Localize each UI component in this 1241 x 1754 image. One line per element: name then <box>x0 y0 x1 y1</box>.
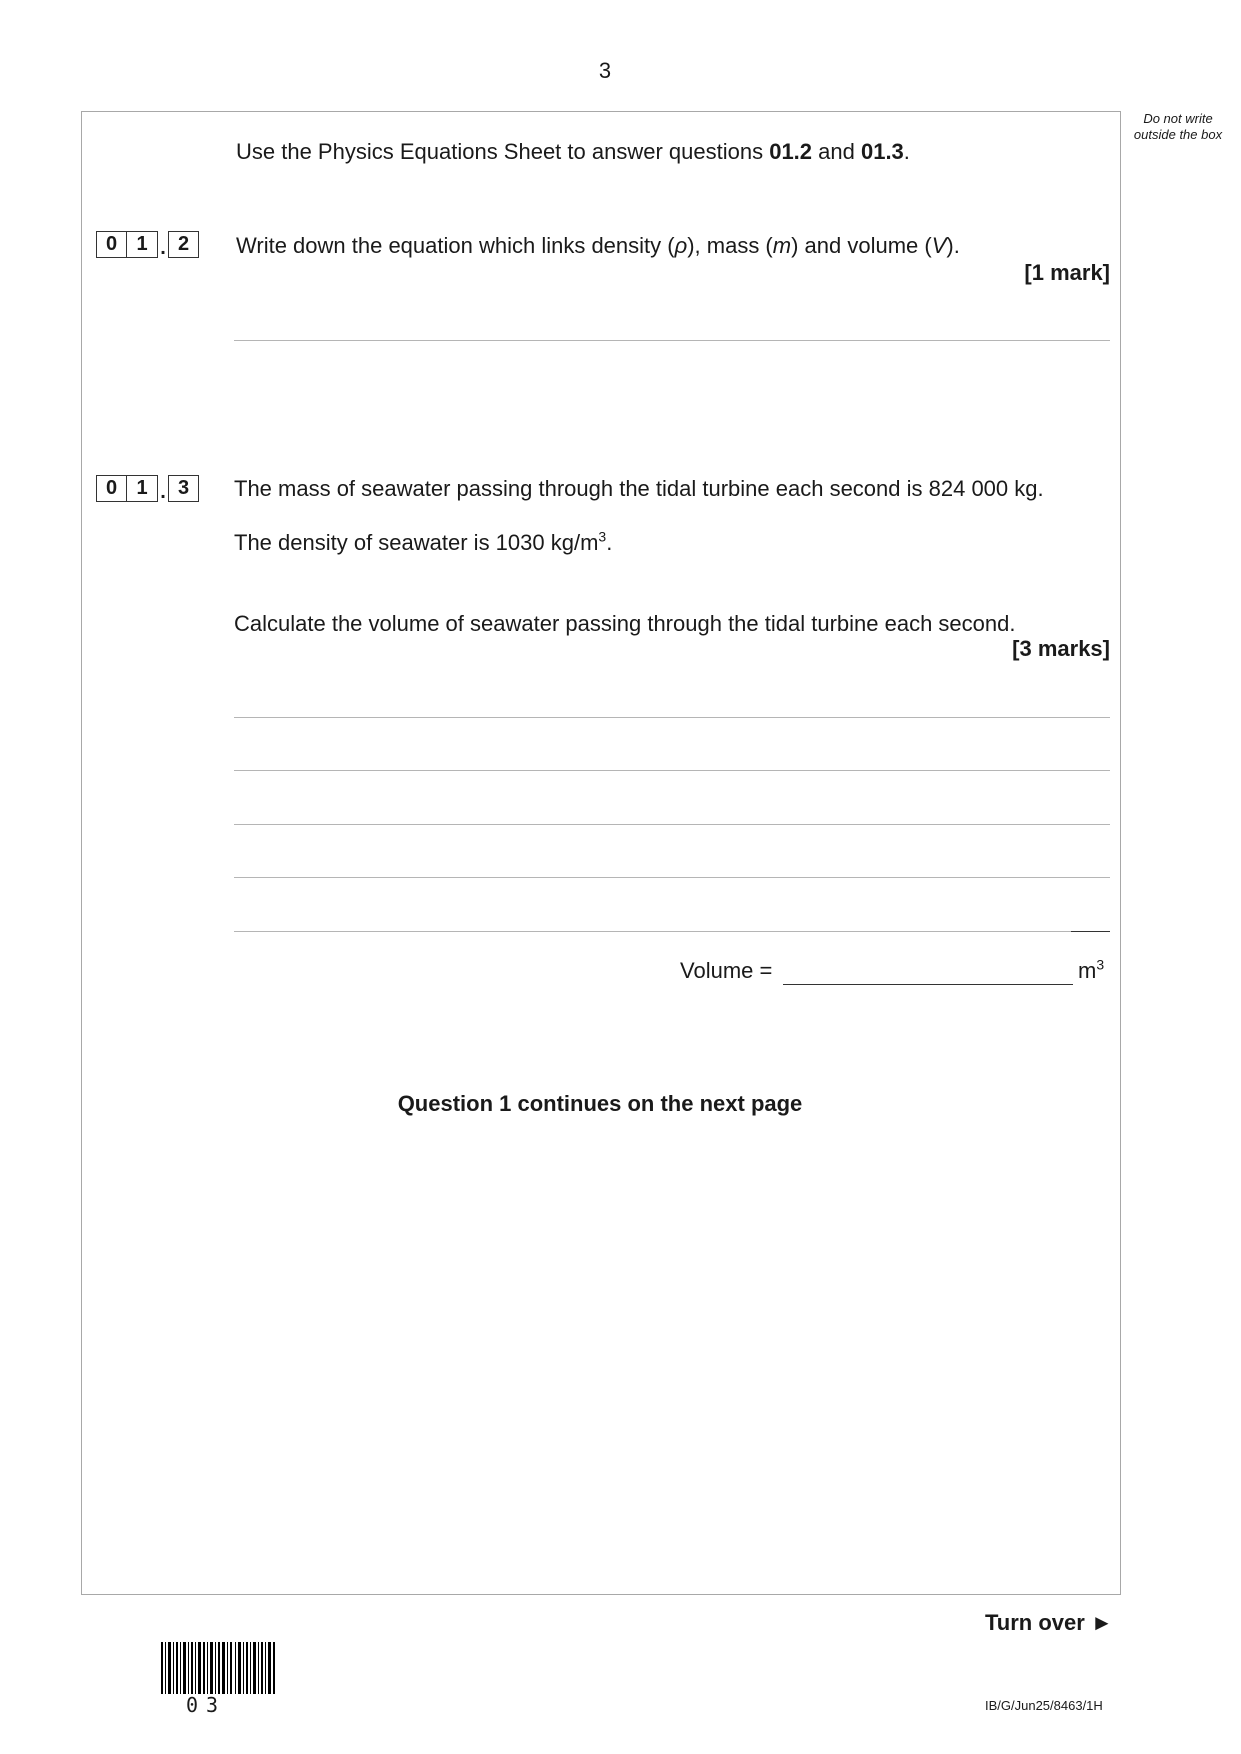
answer-line[interactable] <box>234 824 1110 825</box>
answer-line[interactable] <box>234 770 1110 771</box>
question-01-2-text <box>236 232 960 260</box>
question-01-3-line-2 <box>234 529 612 557</box>
volume-unit-base: m <box>1078 958 1097 983</box>
qnum-digit: 2 <box>168 231 199 258</box>
margin-note: Do not write outside the box <box>1133 111 1223 142</box>
volume-unit-exponent: 3 <box>1096 956 1105 973</box>
intro-ref-01-2: 01.2 <box>769 139 813 164</box>
answer-line[interactable] <box>234 340 1110 341</box>
question-01-3-line-1: The mass of seawater passing through the tidal turbine each second is 824 000 kg. <box>234 476 1044 501</box>
intro-ref-01-3: 01.3 <box>860 139 904 164</box>
line-end-mark <box>1071 931 1110 932</box>
volume-answer-blank[interactable] <box>783 984 1073 985</box>
density-statement: The density of seawater is 1030 kg/m <box>234 530 599 555</box>
intro-text-mid: and <box>812 139 861 164</box>
density-unit-exponent: 3 <box>598 528 607 545</box>
density-statement-end: . <box>606 530 613 555</box>
intro-text-after: . <box>903 139 910 164</box>
answer-line[interactable] <box>234 877 1110 878</box>
barcode-icon <box>161 1642 275 1694</box>
answer-line[interactable] <box>234 931 1110 932</box>
qnum-digit: 1 <box>127 231 158 258</box>
question-number-01-3 <box>96 474 199 502</box>
qnum-digit: 1 <box>127 475 158 502</box>
answer-line[interactable] <box>234 717 1110 718</box>
turn-over-label: Turn over ► <box>985 1610 1113 1635</box>
volume-label: Volume = <box>680 958 773 983</box>
volume-answer-row <box>680 958 1110 988</box>
intro-text-before: Use the Physics Equations Sheet to answer questions <box>236 139 770 164</box>
q01-2-text-c: ) and volume ( <box>791 233 932 258</box>
marks-01-3: [3 marks] <box>1012 636 1110 661</box>
page-number: 3 <box>598 58 612 83</box>
q01-2-text-a: Write down the equation which links density ( <box>236 233 675 258</box>
marks-01-2: [1 mark] <box>1024 260 1110 285</box>
barcode-digits: 03 <box>186 1693 227 1717</box>
qnum-digit: 0 <box>96 231 127 258</box>
question-01-3-line-3: Calculate the volume of seawater passing through the tidal turbine each second. <box>234 611 1016 636</box>
intro-instruction <box>236 138 910 166</box>
question-number-01-2 <box>96 230 199 258</box>
answer-border-box <box>81 111 1121 1595</box>
volume-unit <box>1078 958 1104 984</box>
rho-symbol: ρ <box>674 233 688 258</box>
q01-2-text-d: ). <box>946 233 960 258</box>
qnum-dot: . <box>160 237 166 259</box>
volume-symbol: V <box>931 233 947 258</box>
continue-note: Question 1 continues on the next page <box>397 1091 803 1116</box>
qnum-digit: 3 <box>168 475 199 502</box>
qnum-dot: . <box>160 481 166 503</box>
q01-2-text-b: ), mass ( <box>687 233 773 258</box>
page-code: IB/G/Jun25/8463/1H <box>985 1698 1103 1713</box>
qnum-digit: 0 <box>96 475 127 502</box>
mass-symbol: m <box>772 233 792 258</box>
